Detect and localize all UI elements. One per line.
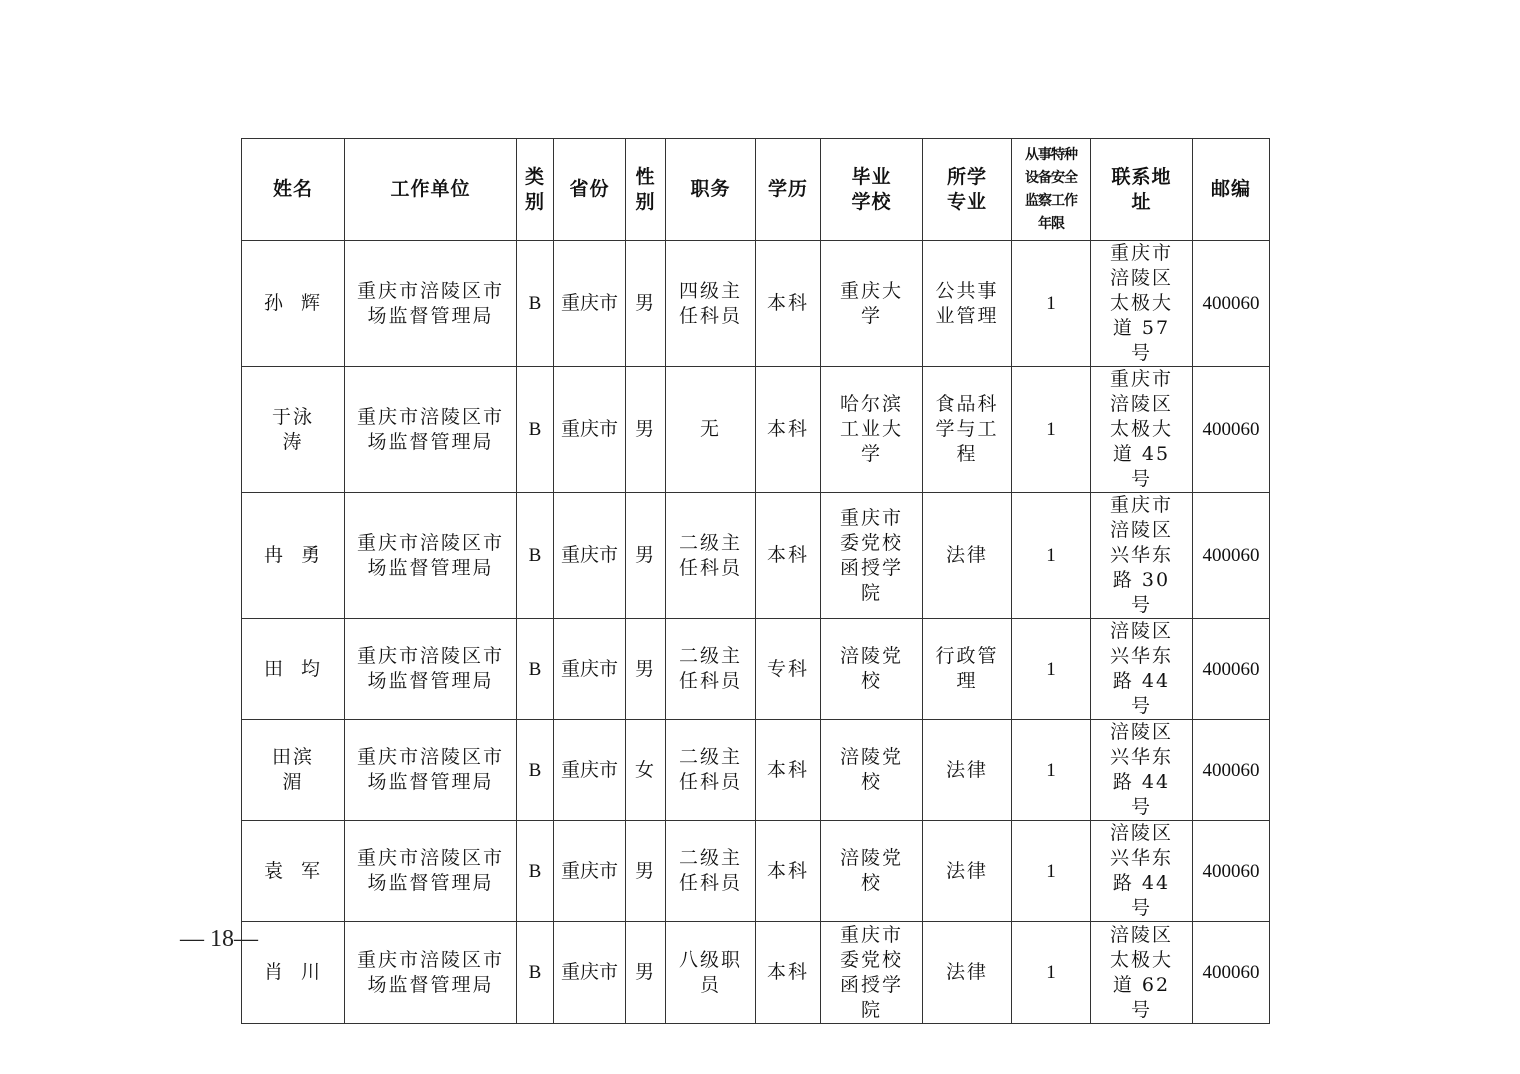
cell-school <box>821 821 923 922</box>
cell-address <box>1091 922 1193 1024</box>
cell-province-text: 重庆市 <box>560 544 618 566</box>
cell-position <box>666 821 756 922</box>
cell-major <box>923 922 1012 1024</box>
cell-years <box>1012 821 1091 922</box>
cell-position <box>666 493 756 619</box>
header-major: 所学专业 <box>923 139 1012 241</box>
cell-school <box>821 619 923 720</box>
cell-province-text: 重庆市 <box>560 292 618 314</box>
cell-education <box>756 720 821 821</box>
cell-gender <box>626 922 666 1024</box>
cell-name-text: 于泳涛 <box>271 405 314 453</box>
cell-province-text: 重庆市 <box>560 418 618 440</box>
table-row <box>242 821 1270 922</box>
cell-major-text: 法律 <box>945 758 988 781</box>
cell-school <box>821 922 923 1024</box>
cell-province <box>554 922 626 1024</box>
cell-address <box>1091 720 1193 821</box>
cell-gender-text: 男 <box>634 859 656 882</box>
cell-major-text: 法律 <box>945 859 988 882</box>
page-number: — 18— <box>180 926 258 952</box>
cell-education <box>756 821 821 922</box>
cell-school <box>821 367 923 493</box>
cell-name <box>242 241 345 367</box>
cell-years-text: 1 <box>1046 658 1056 680</box>
cell-province <box>554 367 626 493</box>
table-body <box>242 241 1270 1024</box>
cell-postcode-text: 400060 <box>1202 860 1260 882</box>
cell-address-text: 重庆市涪陵区兴华东路 30 号 <box>1109 494 1179 616</box>
cell-type-text: B <box>528 759 542 781</box>
cell-years-text: 1 <box>1046 293 1056 314</box>
cell-unit-text: 重庆市涪陵区市场监督管理局 <box>356 531 504 579</box>
cell-postcode-text: 400060 <box>1202 545 1260 566</box>
cell-position <box>666 241 756 367</box>
cell-gender <box>626 367 666 493</box>
cell-years-text: 1 <box>1046 759 1056 781</box>
cell-position-text: 二级主任科员 <box>678 746 742 793</box>
cell-address-text: 涪陵区兴华东路 44 号 <box>1109 721 1179 818</box>
cell-years-text: 1 <box>1046 419 1056 440</box>
cell-postcode <box>1193 241 1270 367</box>
cell-province-text: 重庆市 <box>560 961 618 983</box>
cell-province-text: 重庆市 <box>560 657 618 680</box>
cell-position <box>666 922 756 1024</box>
header-name: 姓名 <box>242 139 345 241</box>
cell-postcode <box>1193 493 1270 619</box>
cell-gender <box>626 619 666 720</box>
cell-position-text: 二级主任科员 <box>678 645 742 692</box>
header-province: 省份 <box>554 139 626 241</box>
cell-address-text: 涪陵区兴华东路 44 号 <box>1109 822 1179 919</box>
personnel-table <box>241 138 1270 1024</box>
table-row <box>242 493 1270 619</box>
cell-gender-text: 男 <box>634 418 656 440</box>
cell-education-text: 本科 <box>766 418 809 440</box>
cell-position-text: 无 <box>699 418 721 440</box>
cell-years <box>1012 367 1091 493</box>
cell-postcode <box>1193 619 1270 720</box>
cell-type <box>517 241 554 367</box>
cell-major <box>923 720 1012 821</box>
header-address: 联系地址 <box>1091 139 1193 241</box>
cell-gender <box>626 821 666 922</box>
cell-name-text: 袁 军 <box>263 859 323 882</box>
cell-education-text: 本科 <box>766 292 809 314</box>
cell-name-text: 冉 勇 <box>263 544 323 566</box>
cell-type-text: B <box>528 962 542 983</box>
cell-province-text: 重庆市 <box>560 758 618 781</box>
cell-unit <box>345 720 517 821</box>
header-gender: 性别 <box>626 139 666 241</box>
cell-school-text: 涪陵党校 <box>839 645 903 692</box>
table-header-row <box>242 139 1270 241</box>
cell-gender-text: 男 <box>634 292 656 314</box>
header-position: 职务 <box>666 139 756 241</box>
cell-position-text: 二级主任科员 <box>678 531 742 579</box>
cell-major-text: 食品科学与工程 <box>935 393 999 465</box>
cell-years <box>1012 922 1091 1024</box>
cell-school-text: 重庆大学 <box>839 279 903 327</box>
cell-unit <box>345 493 517 619</box>
cell-postcode-text: 400060 <box>1202 962 1260 983</box>
header-unit: 工作单位 <box>345 139 517 241</box>
cell-address <box>1091 821 1193 922</box>
cell-postcode-text: 400060 <box>1202 759 1260 781</box>
cell-type <box>517 720 554 821</box>
cell-province <box>554 493 626 619</box>
cell-address <box>1091 367 1193 493</box>
cell-school-text: 涪陵党校 <box>839 746 903 793</box>
cell-name-text: 孙 辉 <box>263 292 323 314</box>
cell-address-text: 涪陵区太极大道 62 号 <box>1109 923 1179 1021</box>
header-education: 学历 <box>756 139 821 241</box>
cell-address <box>1091 619 1193 720</box>
cell-postcode-text: 400060 <box>1202 419 1260 440</box>
cell-name <box>242 367 345 493</box>
cell-postcode-text: 400060 <box>1202 293 1260 314</box>
cell-unit-text: 重庆市涪陵区市场监督管理局 <box>356 746 504 793</box>
cell-gender-text: 男 <box>634 961 656 983</box>
table-row <box>242 241 1270 367</box>
cell-province-text: 重庆市 <box>560 859 618 882</box>
cell-years <box>1012 241 1091 367</box>
cell-major <box>923 821 1012 922</box>
cell-name-text: 田 均 <box>263 657 323 680</box>
table-row <box>242 619 1270 720</box>
cell-major-text: 法律 <box>945 961 988 983</box>
cell-gender <box>626 241 666 367</box>
cell-major <box>923 493 1012 619</box>
cell-postcode <box>1193 821 1270 922</box>
cell-name <box>242 493 345 619</box>
cell-education-text: 本科 <box>766 544 809 566</box>
cell-school-text: 涪陵党校 <box>839 847 903 894</box>
cell-education <box>756 241 821 367</box>
cell-province <box>554 619 626 720</box>
cell-school-text: 重庆市委党校函授学院 <box>839 923 903 1021</box>
cell-address <box>1091 493 1193 619</box>
cell-type <box>517 922 554 1024</box>
cell-education <box>756 619 821 720</box>
cell-unit <box>345 241 517 367</box>
cell-education <box>756 367 821 493</box>
cell-years <box>1012 493 1091 619</box>
cell-type <box>517 493 554 619</box>
cell-gender-text: 男 <box>634 657 656 680</box>
cell-unit <box>345 367 517 493</box>
cell-education-text: 本科 <box>766 859 809 882</box>
cell-gender-text: 女 <box>634 758 656 781</box>
cell-address <box>1091 241 1193 367</box>
cell-education-text: 专科 <box>766 657 809 680</box>
cell-years <box>1012 619 1091 720</box>
cell-gender <box>626 493 666 619</box>
cell-school-text: 哈尔滨工业大学 <box>839 393 903 465</box>
cell-position-text: 四级主任科员 <box>678 279 742 327</box>
cell-major <box>923 241 1012 367</box>
cell-postcode <box>1193 922 1270 1024</box>
cell-postcode <box>1193 367 1270 493</box>
cell-province <box>554 241 626 367</box>
header-school: 毕业学校 <box>821 139 923 241</box>
cell-position-text: 二级主任科员 <box>678 847 742 894</box>
cell-years <box>1012 720 1091 821</box>
cell-school <box>821 241 923 367</box>
table-row <box>242 922 1270 1024</box>
cell-type <box>517 367 554 493</box>
cell-postcode-text: 400060 <box>1202 658 1260 680</box>
cell-position <box>666 720 756 821</box>
cell-province <box>554 720 626 821</box>
cell-type <box>517 619 554 720</box>
cell-major-text: 行政管理 <box>935 645 999 692</box>
cell-position-text: 八级职员 <box>678 948 742 996</box>
cell-unit-text: 重庆市涪陵区市场监督管理局 <box>356 948 504 996</box>
cell-name <box>242 720 345 821</box>
cell-type-text: B <box>528 419 542 440</box>
cell-unit <box>345 922 517 1024</box>
cell-major-text: 公共事业管理 <box>935 279 999 327</box>
cell-type-text: B <box>528 545 542 566</box>
cell-unit-text: 重庆市涪陵区市场监督管理局 <box>356 405 504 453</box>
cell-gender <box>626 720 666 821</box>
cell-major-text: 法律 <box>945 544 988 566</box>
cell-name-text: 肖 川 <box>263 961 323 983</box>
cell-education-text: 本科 <box>766 961 809 983</box>
cell-major <box>923 619 1012 720</box>
header-years: 从事特种设备安全监察工作年限 <box>1012 139 1091 241</box>
cell-name <box>242 619 345 720</box>
header-type: 类别 <box>517 139 554 241</box>
table-row <box>242 720 1270 821</box>
cell-position <box>666 367 756 493</box>
cell-address-text: 涪陵区兴华东路 44 号 <box>1109 620 1179 717</box>
cell-address-text: 重庆市涪陵区太极大道 57 号 <box>1109 242 1179 364</box>
cell-province <box>554 821 626 922</box>
cell-school <box>821 493 923 619</box>
cell-years-text: 1 <box>1046 545 1056 566</box>
cell-gender-text: 男 <box>634 544 656 566</box>
cell-school <box>821 720 923 821</box>
cell-postcode <box>1193 720 1270 821</box>
cell-type-text: B <box>528 860 542 882</box>
cell-education-text: 本科 <box>766 758 809 781</box>
cell-education <box>756 922 821 1024</box>
cell-unit <box>345 619 517 720</box>
cell-unit-text: 重庆市涪陵区市场监督管理局 <box>356 847 504 894</box>
cell-position <box>666 619 756 720</box>
cell-years-text: 1 <box>1046 962 1056 983</box>
cell-unit-text: 重庆市涪陵区市场监督管理局 <box>356 279 504 327</box>
cell-major <box>923 367 1012 493</box>
cell-school-text: 重庆市委党校函授学院 <box>839 506 903 604</box>
cell-unit <box>345 821 517 922</box>
cell-name <box>242 821 345 922</box>
table-row <box>242 367 1270 493</box>
cell-name-text: 田滨湄 <box>271 746 314 793</box>
cell-unit-text: 重庆市涪陵区市场监督管理局 <box>356 645 504 692</box>
cell-years-text: 1 <box>1046 860 1056 882</box>
cell-education <box>756 493 821 619</box>
cell-address-text: 重庆市涪陵区太极大道 45 号 <box>1109 368 1179 490</box>
cell-type-text: B <box>528 293 542 314</box>
cell-type <box>517 821 554 922</box>
cell-type-text: B <box>528 658 542 680</box>
header-postcode: 邮编 <box>1193 139 1270 241</box>
